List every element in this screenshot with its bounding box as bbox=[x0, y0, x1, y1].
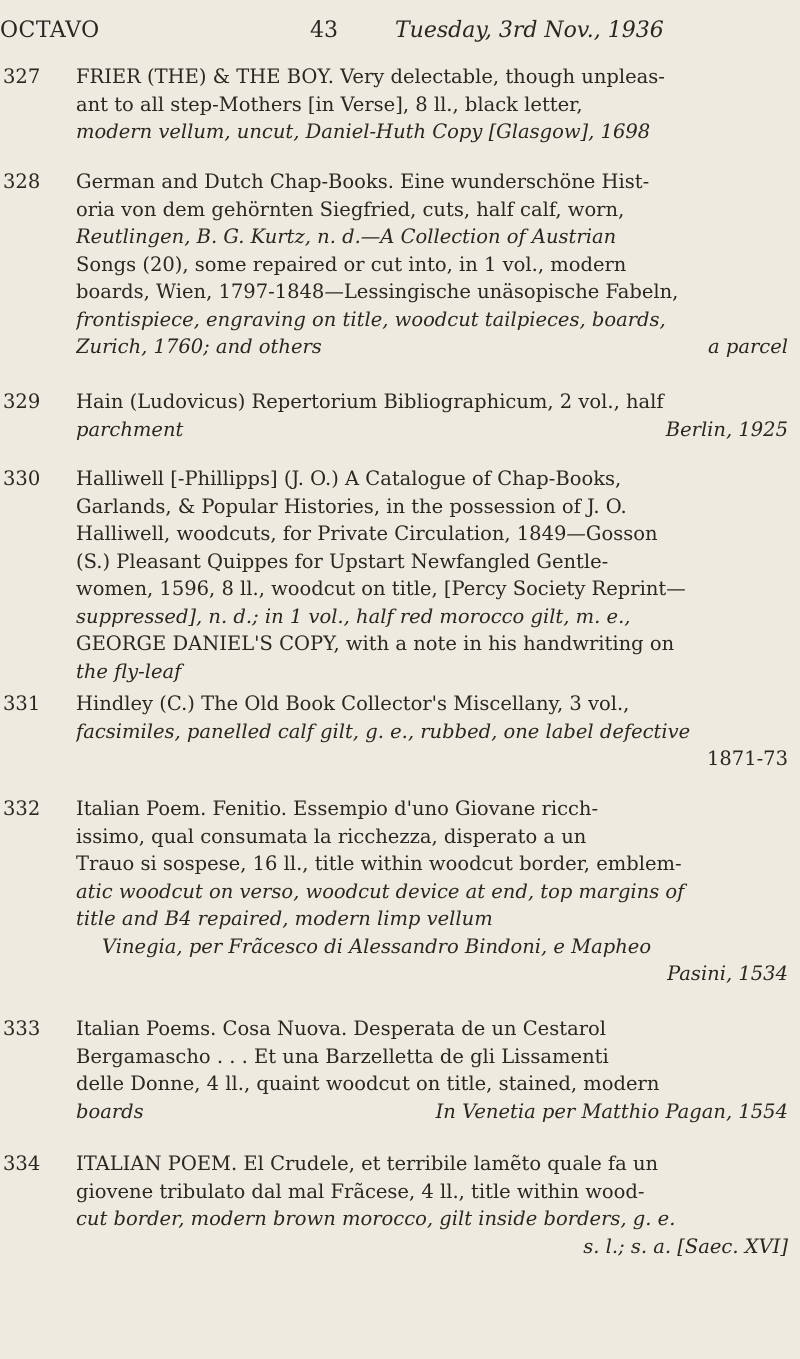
lot-line-imprint bbox=[76, 333, 788, 361]
lot-line: giovene tribulato dal mal Frãcese, 4 ll., title within wood- bbox=[76, 1179, 645, 1203]
lot-number: 331 bbox=[3, 692, 41, 715]
lot-line-imprint bbox=[76, 416, 788, 444]
lot-line: (S.) Pleasant Quippes for Upstart Newfangled Gentle- bbox=[76, 549, 609, 573]
lot-line: title and B4 repaired, modern limp vellum bbox=[76, 907, 493, 930]
lot-line: Songs (20), some repaired or cut into, in 1 vol., modern bbox=[76, 252, 627, 276]
lot-line: Italian Poem. Fenitio. Essempio d'uno Giovane ricch- bbox=[76, 797, 599, 820]
lot-line: Halliwell, woodcuts, for Private Circulation, 1849—Gosson bbox=[76, 522, 658, 545]
lot-line: women, 1596, 8 ll., woodcut on title, [Percy Society Reprint— bbox=[76, 577, 686, 600]
lot-line: ITALIAN POEM. El Crudele, et terribile lamẽto quale fa un bbox=[76, 1152, 659, 1175]
lot-line: oria von dem gehörnten Siegfried, cuts, half calf, worn, bbox=[76, 197, 625, 221]
lot-line: Italian Poems. Cosa Nuova. Desperata de un Cestarol bbox=[76, 1017, 606, 1040]
lot-line: Vinegia, per Frãcesco di Alessandro Bindoni, e Mapheo bbox=[102, 934, 652, 958]
page-header bbox=[0, 16, 800, 46]
lot-line: the fly-leaf bbox=[76, 659, 182, 683]
lot-description bbox=[76, 1015, 788, 1125]
lot-number: 327 bbox=[3, 65, 41, 88]
lot-description bbox=[76, 388, 788, 443]
lot-line: modern vellum, uncut, Daniel-Huth Copy [Glasgow], 1698 bbox=[76, 120, 651, 143]
lot-description bbox=[76, 465, 788, 685]
lot-line: 1871-73 bbox=[706, 747, 788, 770]
lot-line: atic woodcut on verso, woodcut device at end, top margins of bbox=[76, 879, 685, 903]
imprint-place: Berlin, 1925 bbox=[665, 417, 788, 441]
lot-description bbox=[76, 1150, 788, 1260]
lot-description bbox=[76, 63, 788, 146]
lot-description bbox=[76, 168, 788, 361]
lot-line: cut border, modern brown morocco, gilt inside borders, g. e. bbox=[76, 1207, 676, 1230]
lot-line: s. l.; s. a. [Saec. XVI] bbox=[583, 1234, 788, 1258]
lot-line: Garlands, & Popular Histories, in the possession of J. O. bbox=[76, 494, 627, 518]
lot-line: delle Donne, 4 ll., quaint woodcut on title, stained, modern bbox=[76, 1072, 660, 1095]
lot-number: 332 bbox=[3, 797, 41, 820]
lot-line: GEORGE DANIEL'S COPY, with a note in his handwriting on bbox=[76, 632, 675, 655]
lot-line: frontispiece, engraving on title, woodcut tailpieces, boards, bbox=[76, 307, 666, 331]
sale-date: Tuesday, 3rd Nov., 1936 bbox=[395, 18, 664, 43]
lot-description bbox=[76, 795, 788, 988]
lot-line: Halliwell [-Phillipps] (J. O.) A Catalogue of Chap-Books, bbox=[76, 467, 622, 490]
lot-number: 329 bbox=[3, 390, 41, 413]
lot-line: FRIER (THE) & THE BOY. Very delectable, though unpleas- bbox=[76, 65, 665, 88]
lot-number: 333 bbox=[3, 1017, 41, 1040]
lot-line: Trauo si sospese, 16 ll., title within woodcut border, emblem- bbox=[76, 852, 682, 875]
imprint-place: Zurich, 1760; and others bbox=[76, 335, 322, 358]
lot-line-imprint bbox=[76, 1098, 788, 1126]
lot-line: German and Dutch Chap-Books. Eine wunderschöne Hist- bbox=[76, 170, 650, 193]
lot-number: 328 bbox=[3, 170, 41, 193]
lot-number: 330 bbox=[3, 467, 41, 490]
lot-line: suppressed], n. d.; in 1 vol., half red morocco gilt, m. e., bbox=[76, 604, 631, 628]
lot-line: ant to all step-Mothers [in Verse], 8 ll., black letter, bbox=[76, 92, 583, 116]
lot-description bbox=[76, 690, 788, 773]
binding-note: parchment bbox=[76, 417, 184, 441]
page-number: 43 bbox=[310, 18, 338, 43]
section-title: OCTAVO bbox=[0, 18, 100, 43]
lot-line: Reutlingen, B. G. Kurtz, n. d.—A Collection of Austrian bbox=[76, 225, 617, 248]
lot-number: 334 bbox=[3, 1152, 41, 1175]
lot-line: Pasini, 1534 bbox=[667, 962, 788, 985]
lot-line: issimo, qual consumata la ricchezza, disperato a un bbox=[76, 824, 587, 848]
lot-line: Hindley (C.) The Old Book Collector's Miscellany, 3 vol., bbox=[76, 692, 630, 715]
lot-line: boards, Wien, 1797-1848—Lessingische unäsopische Fabeln, bbox=[76, 280, 679, 303]
binding-note: boards bbox=[76, 1099, 144, 1123]
lot-line: Hain (Ludovicus) Repertorium Bibliographicum, 2 vol., half bbox=[76, 390, 664, 413]
imprint-note: a parcel bbox=[708, 335, 788, 358]
imprint-place: In Venetia per Matthio Pagan, 1554 bbox=[435, 1099, 788, 1123]
lot-line: facsimiles, panelled calf gilt, g. e., rubbed, one label defective bbox=[76, 719, 691, 743]
lot-line: Bergamascho . . . Et una Barzelletta de gli Lissamenti bbox=[76, 1044, 609, 1068]
